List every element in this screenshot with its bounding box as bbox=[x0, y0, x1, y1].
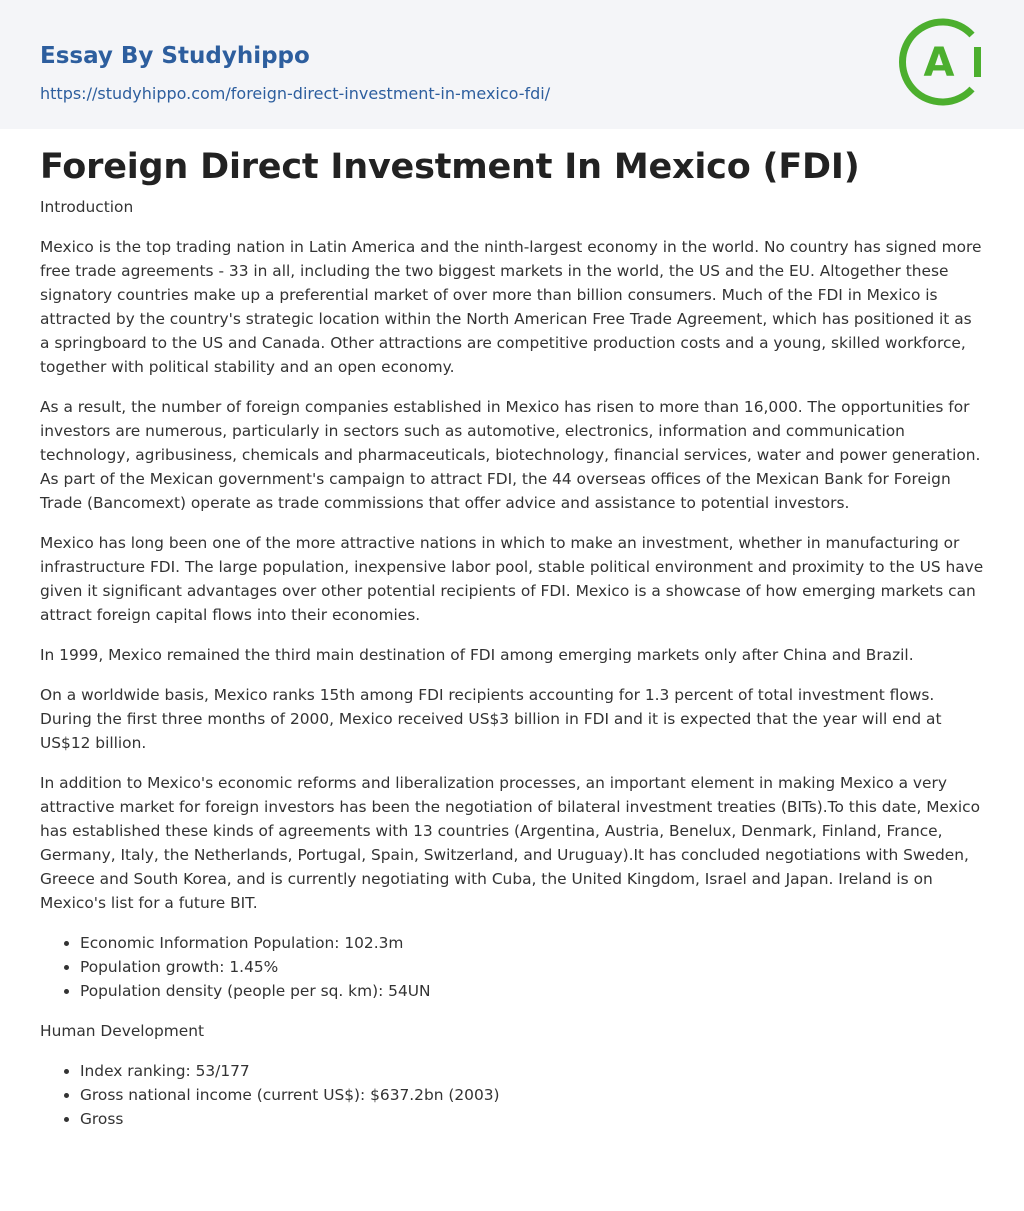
human-development-heading: Human Development bbox=[40, 1022, 205, 1040]
human-development-list bbox=[40, 1059, 984, 1131]
source-url-link[interactable]: https://studyhippo.com/foreign-direct-investment-in-mexico-fdi/ bbox=[40, 84, 551, 103]
site-header bbox=[0, 0, 1024, 129]
list-item: • Population growth: 1.45% bbox=[80, 955, 984, 979]
paragraph: Mexico is the top trading nation in Latin America and the ninth-largest economy in the world. No country has signed more free trade agreements - 33 in all, including the two biggest markets in the world, the US and the EU. Altogether these signatory countries make up a preferential market of over more than billion consumers. Much of the FDI in Mexico is attracted by the country's strategic location within the North American Free Trade Agreement, which has positioned it as a springboard to the US and Canada. Other attractions are competitive production costs and a young, skilled workforce, together with political stability and an open economy. bbox=[40, 238, 982, 376]
list-item: • Gross bbox=[80, 1107, 984, 1131]
paragraph: In addition to Mexico's economic reforms and liberalization processes, an important element in making Mexico a very attractive market for foreign investors has been the negotiation of bilateral investment treaties (BITs).To this date, Mexico has established these kinds of agreements with 13 countries (Argentina, Austria, Benelux, Denmark, Finland, France, Germany, Italy, the Netherlands, Portugal, Spain, Switzerland, and Uruguay).It has concluded negotiations with Sweden, Greece and South Korea, and is currently negotiating with Cuba, the United Kingdom, Israel and Japan. Ireland is on Mexico's list for a future BIT. bbox=[40, 774, 980, 912]
article-body bbox=[0, 129, 1024, 1131]
economic-info-list bbox=[40, 931, 984, 1003]
list-item: • Population density (people per sq. km): 54UN bbox=[80, 979, 984, 1003]
paragraph: As a result, the number of foreign companies established in Mexico has risen to more than 16,000. The opportunities for investors are numerous, particularly in sectors such as automotive, electronics, information and communication technology, agribusiness, chemicals and pharmaceuticals, biotechnology, financial services, water and power generation. As part of the Mexican government's campaign to attract FDI, the 44 overseas offices of the Mexican Bank for Foreign Trade (Bancomext) operate as trade commissions that offer advice and assistance to potential investors. bbox=[40, 398, 981, 512]
intro-heading: Introduction bbox=[40, 198, 134, 216]
studyhippo-logo-icon[interactable] bbox=[896, 17, 986, 107]
list-item: • Economic Information Population: 102.3m bbox=[80, 931, 984, 955]
list-item: • Gross national income (current US$): $637.2bn (2003) bbox=[80, 1083, 984, 1107]
logo-letter: A bbox=[923, 40, 955, 86]
paragraph: On a worldwide basis, Mexico ranks 15th among FDI recipients accounting for 1.3 percent of total investment flows. During the first three months of 2000, Mexico received US$3 billion in FDI and it is expected that the year will end at US$12 billion. bbox=[40, 686, 942, 752]
site-brand[interactable]: Essay By Studyhippo bbox=[40, 43, 310, 69]
list-item: • Index ranking: 53/177 bbox=[80, 1059, 984, 1083]
paragraph: In 1999, Mexico remained the third main destination of FDI among emerging markets only after China and Brazil. bbox=[40, 646, 914, 664]
paragraph: Mexico has long been one of the more attractive nations in which to make an investment, whether in manufacturing or infrastructure FDI. The large population, inexpensive labor pool, stable political environment and proximity to the US have given it significant advantages over other potential recipients of FDI. Mexico is a showcase of how emerging markets can attract foreign capital flows into their economies. bbox=[40, 534, 984, 624]
article-title: Foreign Direct Investment In Mexico (FDI) bbox=[40, 147, 860, 187]
